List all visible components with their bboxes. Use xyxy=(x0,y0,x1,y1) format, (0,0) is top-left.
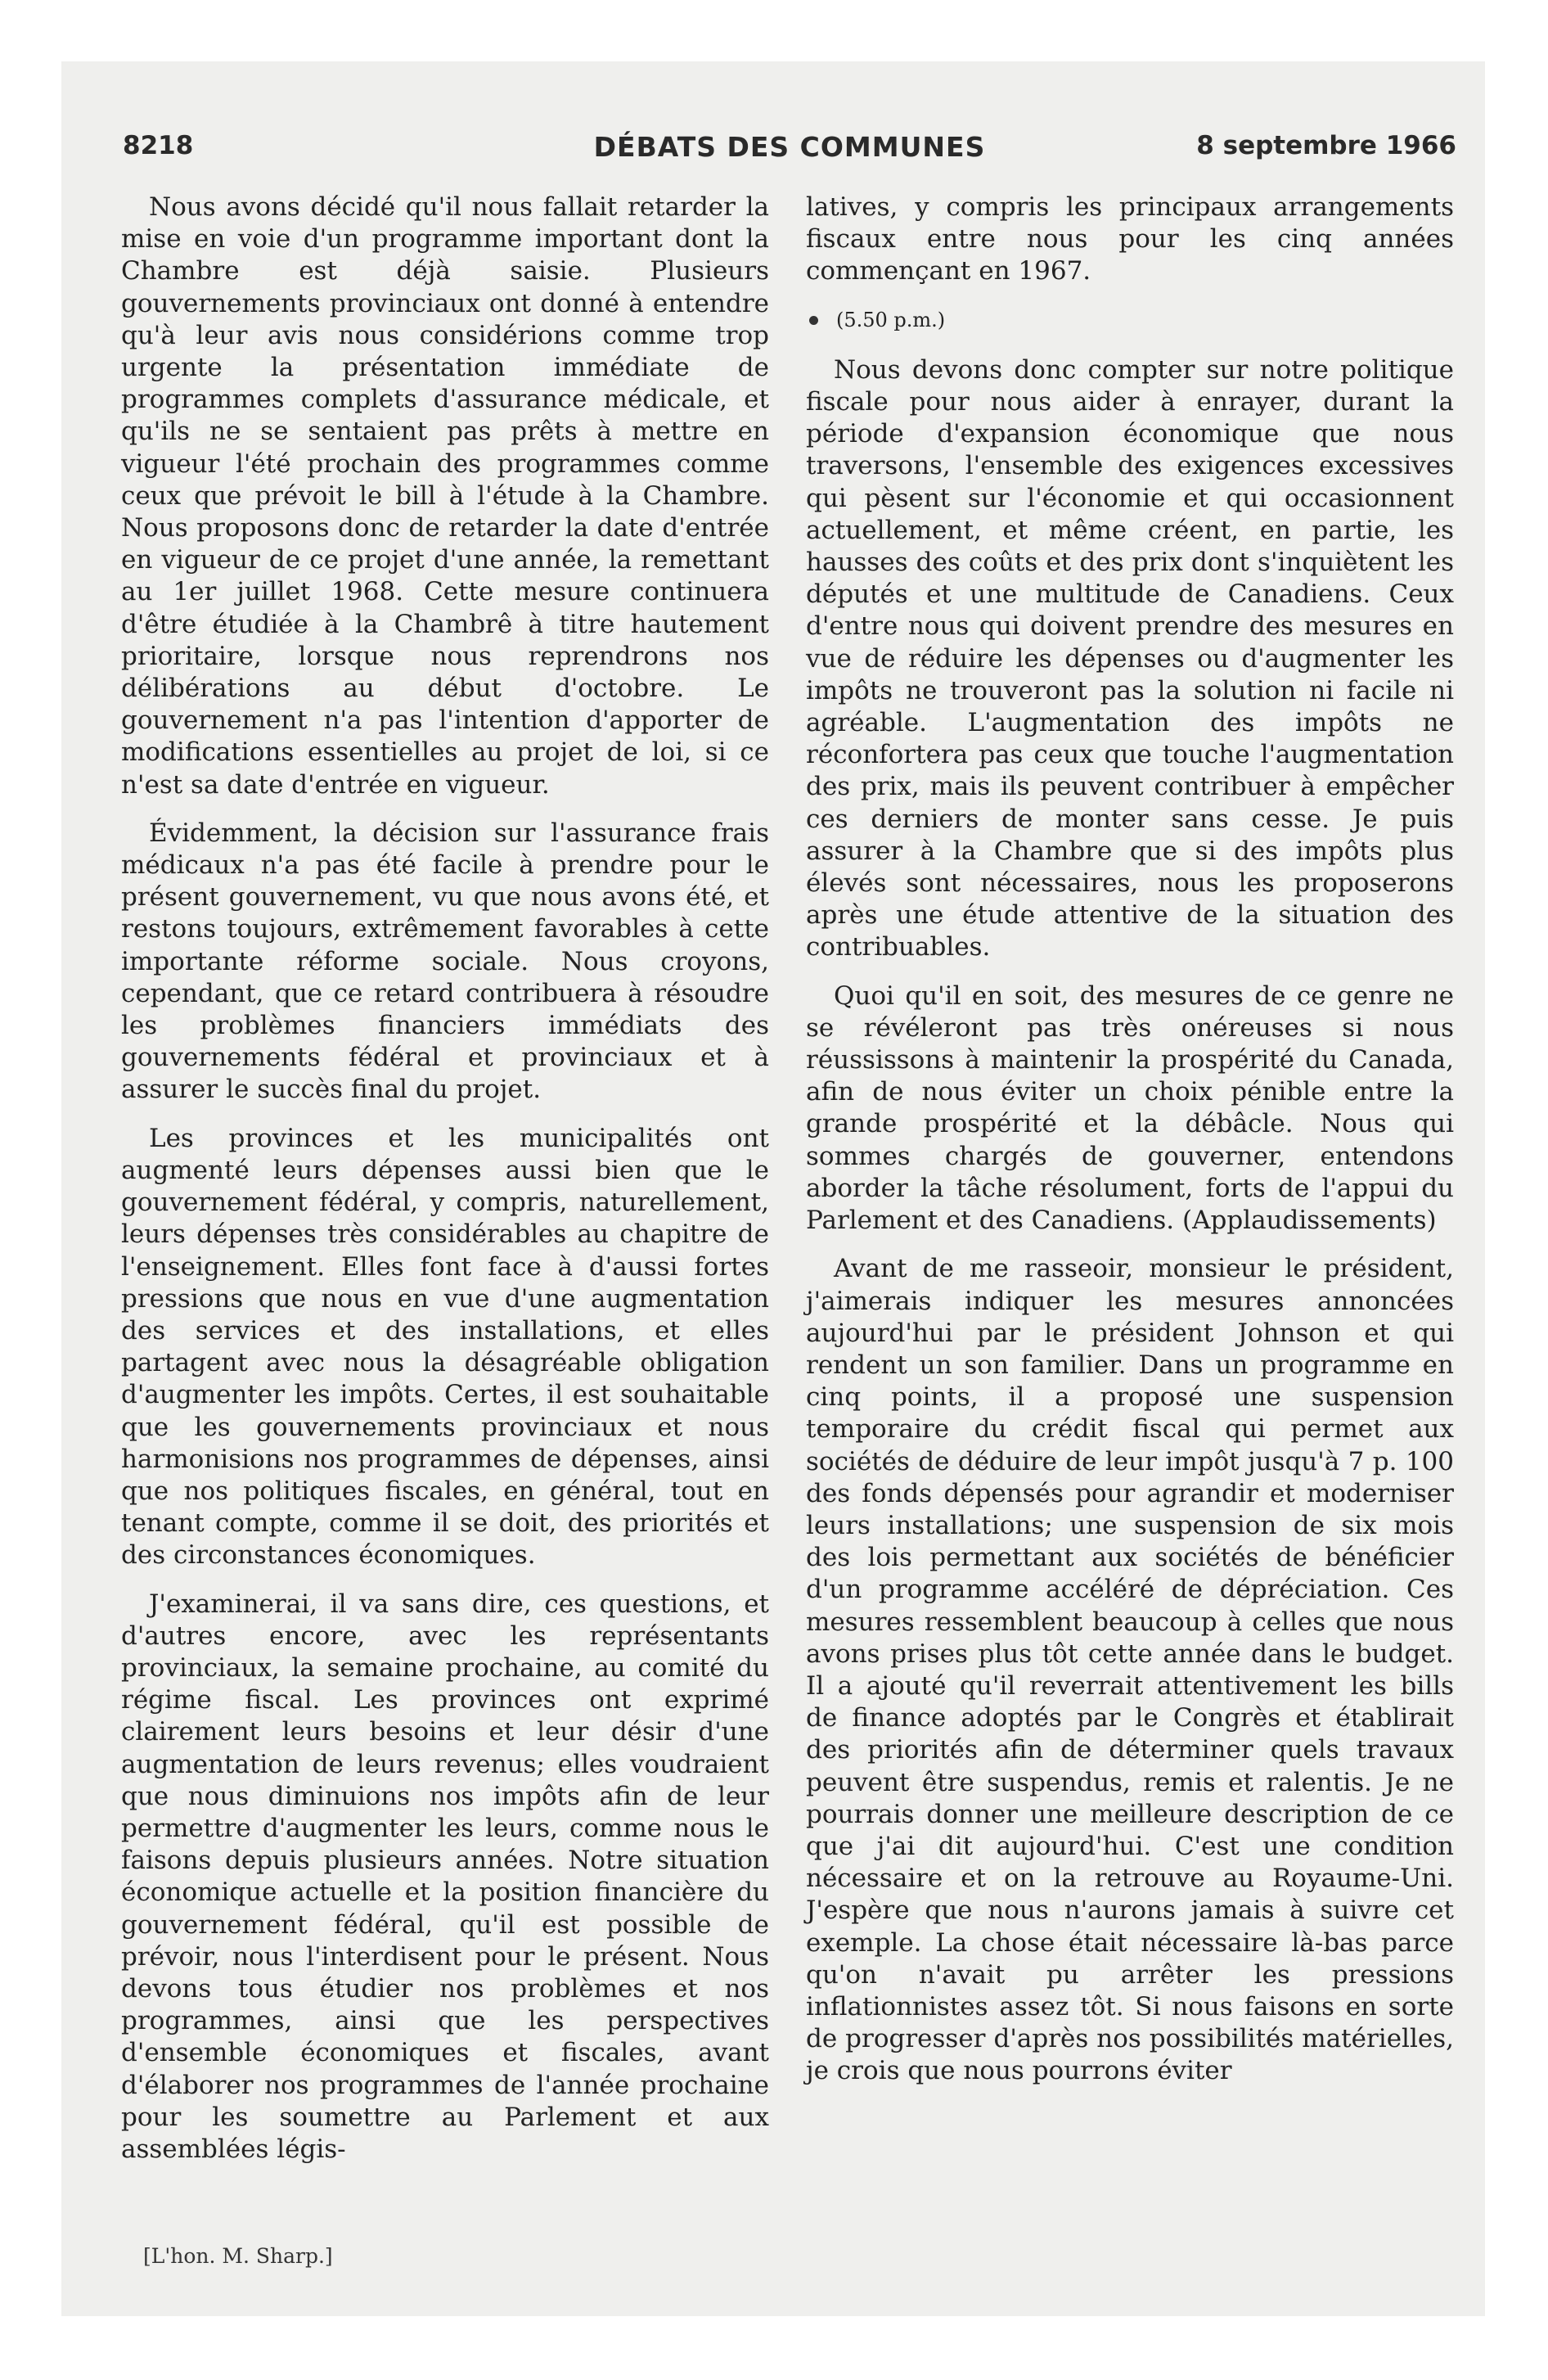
paragraph: J'examinerai, il va sans dire, ces questions, et d'autres encore, avec les représentants provinciaux, la semaine prochaine, au comité du régime fiscal. Les provinces ont exprimé clairement leurs besoins et leur désir d'une augmentation de leurs revenus; elles voudraient que nous diminuions nos impôts afin de leur permettre d'augmenter les leurs, comme nous le faisons depuis plusieurs années. Notre situation économique actuelle et la position financière du gouvernement fédéral, qu'il est possible de prévoir, nous l'interdisent pour le présent. Nous devons tous étudier nos problèmes et nos programmes, ainsi que les perspectives d'ensemble économiques et fiscales, avant d'élaborer nos programmes de l'année prochaine pour les soumettre au Parlement et aux assemblées légis- xyxy=(121,1589,769,2164)
right-column xyxy=(806,192,1454,2104)
paragraph: Les provinces et les municipalités ont augmenté leurs dépenses aussi bien que le gouvernement fédéral, y compris, naturellement, leurs dépenses très considérables au chapitre de l'enseignement. Elles font face à d'aussi fortes pressions que nous en vue d'une augmentation des services et des installations, et elles partagent avec nous la désagréable obligation d'augmenter les impôts. Certes, il est souhaitable que les gouvernements provinciaux et nous harmonisions nos programmes de dépenses, ainsi que nos politiques fiscales, en général, tout en tenant compte, comme il se doit, des priorités et des circonstances économiques. xyxy=(121,1123,769,1571)
paragraph: Évidemment, la décision sur l'assurance frais médicaux n'a pas été facile à prendre pour le présent gouvernement, vu que nous avons été, et restons toujours, extrêmement favorables à cette importante réforme sociale. Nous croyons, cependant, que ce retard contribuera à résoudre les problèmes financiers immédiats des gouvernements fédéral et provinciaux et à assurer le succès final du projet. xyxy=(121,818,769,1105)
bullet-icon xyxy=(809,316,818,325)
paragraph: Avant de me rasseoir, monsieur le président, j'aimerais indiquer les mesures annoncées aujourd'hui par le président Johnson et qui rendent un son familier. Dans un programme en cinq points, il a proposé une suspension temporaire du crédit fiscal qui permet aux sociétés de déduire de leur impôt jusqu'à 7 p. 100 des fonds dépensés pour agrandir et moderniser leurs installations; une suspension de six mois des lois permettant aux sociétés de bénéficier d'un programme accéléré de dépréciation. Ces mesures ressemblent beaucoup à celles que nous avons prises plus tôt cette année dans le budget. Il a ajouté qu'il reverrait attentivement les bills de finance adoptés par le Congrès et établirait des priorités afin de déterminer quels travaux peuvent être suspendus, remis et ralentis. Je ne pourrais donner une meilleure description de ce que j'ai dit aujourd'hui. C'est une condition nécessaire et on la retrouve au Royaume-Uni. J'espère que nous n'aurons jamais à suivre cet exemple. La chose était nécessaire là-bas parce qu'on n'avait pu arrêter les pressions inflationnistes assez tôt. Si nous faisons en sorte de progresser d'après nos possibilités matérielles, je crois que nous pourrons éviter xyxy=(806,1254,1454,2086)
paragraph: Nous avons décidé qu'il nous fallait retarder la mise en voie d'un programme important dont la Chambre est déjà saisie. Plusieurs gouvernements provinciaux ont donné à entendre qu'à leur avis nous considérions comme trop urgente la présentation immédiate de programmes complets d'assurance médicale, et qu'ils ne se sentaient pas prêts à mettre en vigueur l'été prochain des programmes comme ceux que prévoit le bill à l'étude à la Chambre. Nous proposons donc de retarder la date d'entrée en vigueur de ce projet d'une année, la remettant au 1er juillet 1968. Cette mesure continuera d'être étudiée à la Chambrê à titre hautement prioritaire, lorsque nous reprendrons nos délibérations au début d'octobre. Le gouvernement n'a pas l'intention d'apporter de modifications essentielles au projet de loi, si ce n'est sa date d'entrée en vigueur. xyxy=(121,192,769,800)
journal-title: DÉBATS DES COMMUNES xyxy=(593,131,986,163)
header-date: 8 septembre 1966 xyxy=(1196,131,1456,160)
page-header xyxy=(123,131,1456,172)
time-stamp-text: (5.50 p.m.) xyxy=(836,308,946,331)
time-stamp xyxy=(806,304,1454,336)
paragraph: Nous devons donc compter sur notre politique fiscale pour nous aider à enrayer, durant la période d'expansion économique que nous traversons, l'ensemble des exigences excessives qui pèsent sur l'économie et qui occasionnent actuellement, et même créent, en partie, les hausses des coûts et des prix dont s'inquiètent les députés et une multitude de Canadiens. Ceux d'entre nous qui doivent prendre des mesures en vue de réduire les dépenses ou d'augmenter les impôts ne trouveront pas la solution ni facile ni agréable. L'augmentation des impôts ne réconfortera pas ceux que touche l'augmentation des prix, mais ils peuvent contribuer à empêcher ces derniers de monter sans cesse. Je puis assurer à la Chambre que si des impôts plus élevés sont nécessaires, nous les proposerons après une étude attentive de la situation des contribuables. xyxy=(806,354,1454,962)
speaker-attribution: [L'hon. M. Sharp.] xyxy=(143,2244,333,2268)
paragraph-continuation: latives, y compris les principaux arrangements fiscaux entre nous pour les cinq années commençant en 1967. xyxy=(806,192,1454,286)
paragraph: Quoi qu'il en soit, des mesures de ce genre ne se révéleront pas très onéreuses si nous réussissons à maintenir la prospérité du Canada, afin de nous éviter un choix pénible entre la grande prospérité et la débâcle. Nous qui sommes chargés de gouverner, entendons aborder la tâche résolument, forts de l'appui du Parlement et des Canadiens. (Applaudissements) xyxy=(806,980,1454,1236)
page-number: 8218 xyxy=(123,131,194,160)
left-column xyxy=(121,192,769,2182)
